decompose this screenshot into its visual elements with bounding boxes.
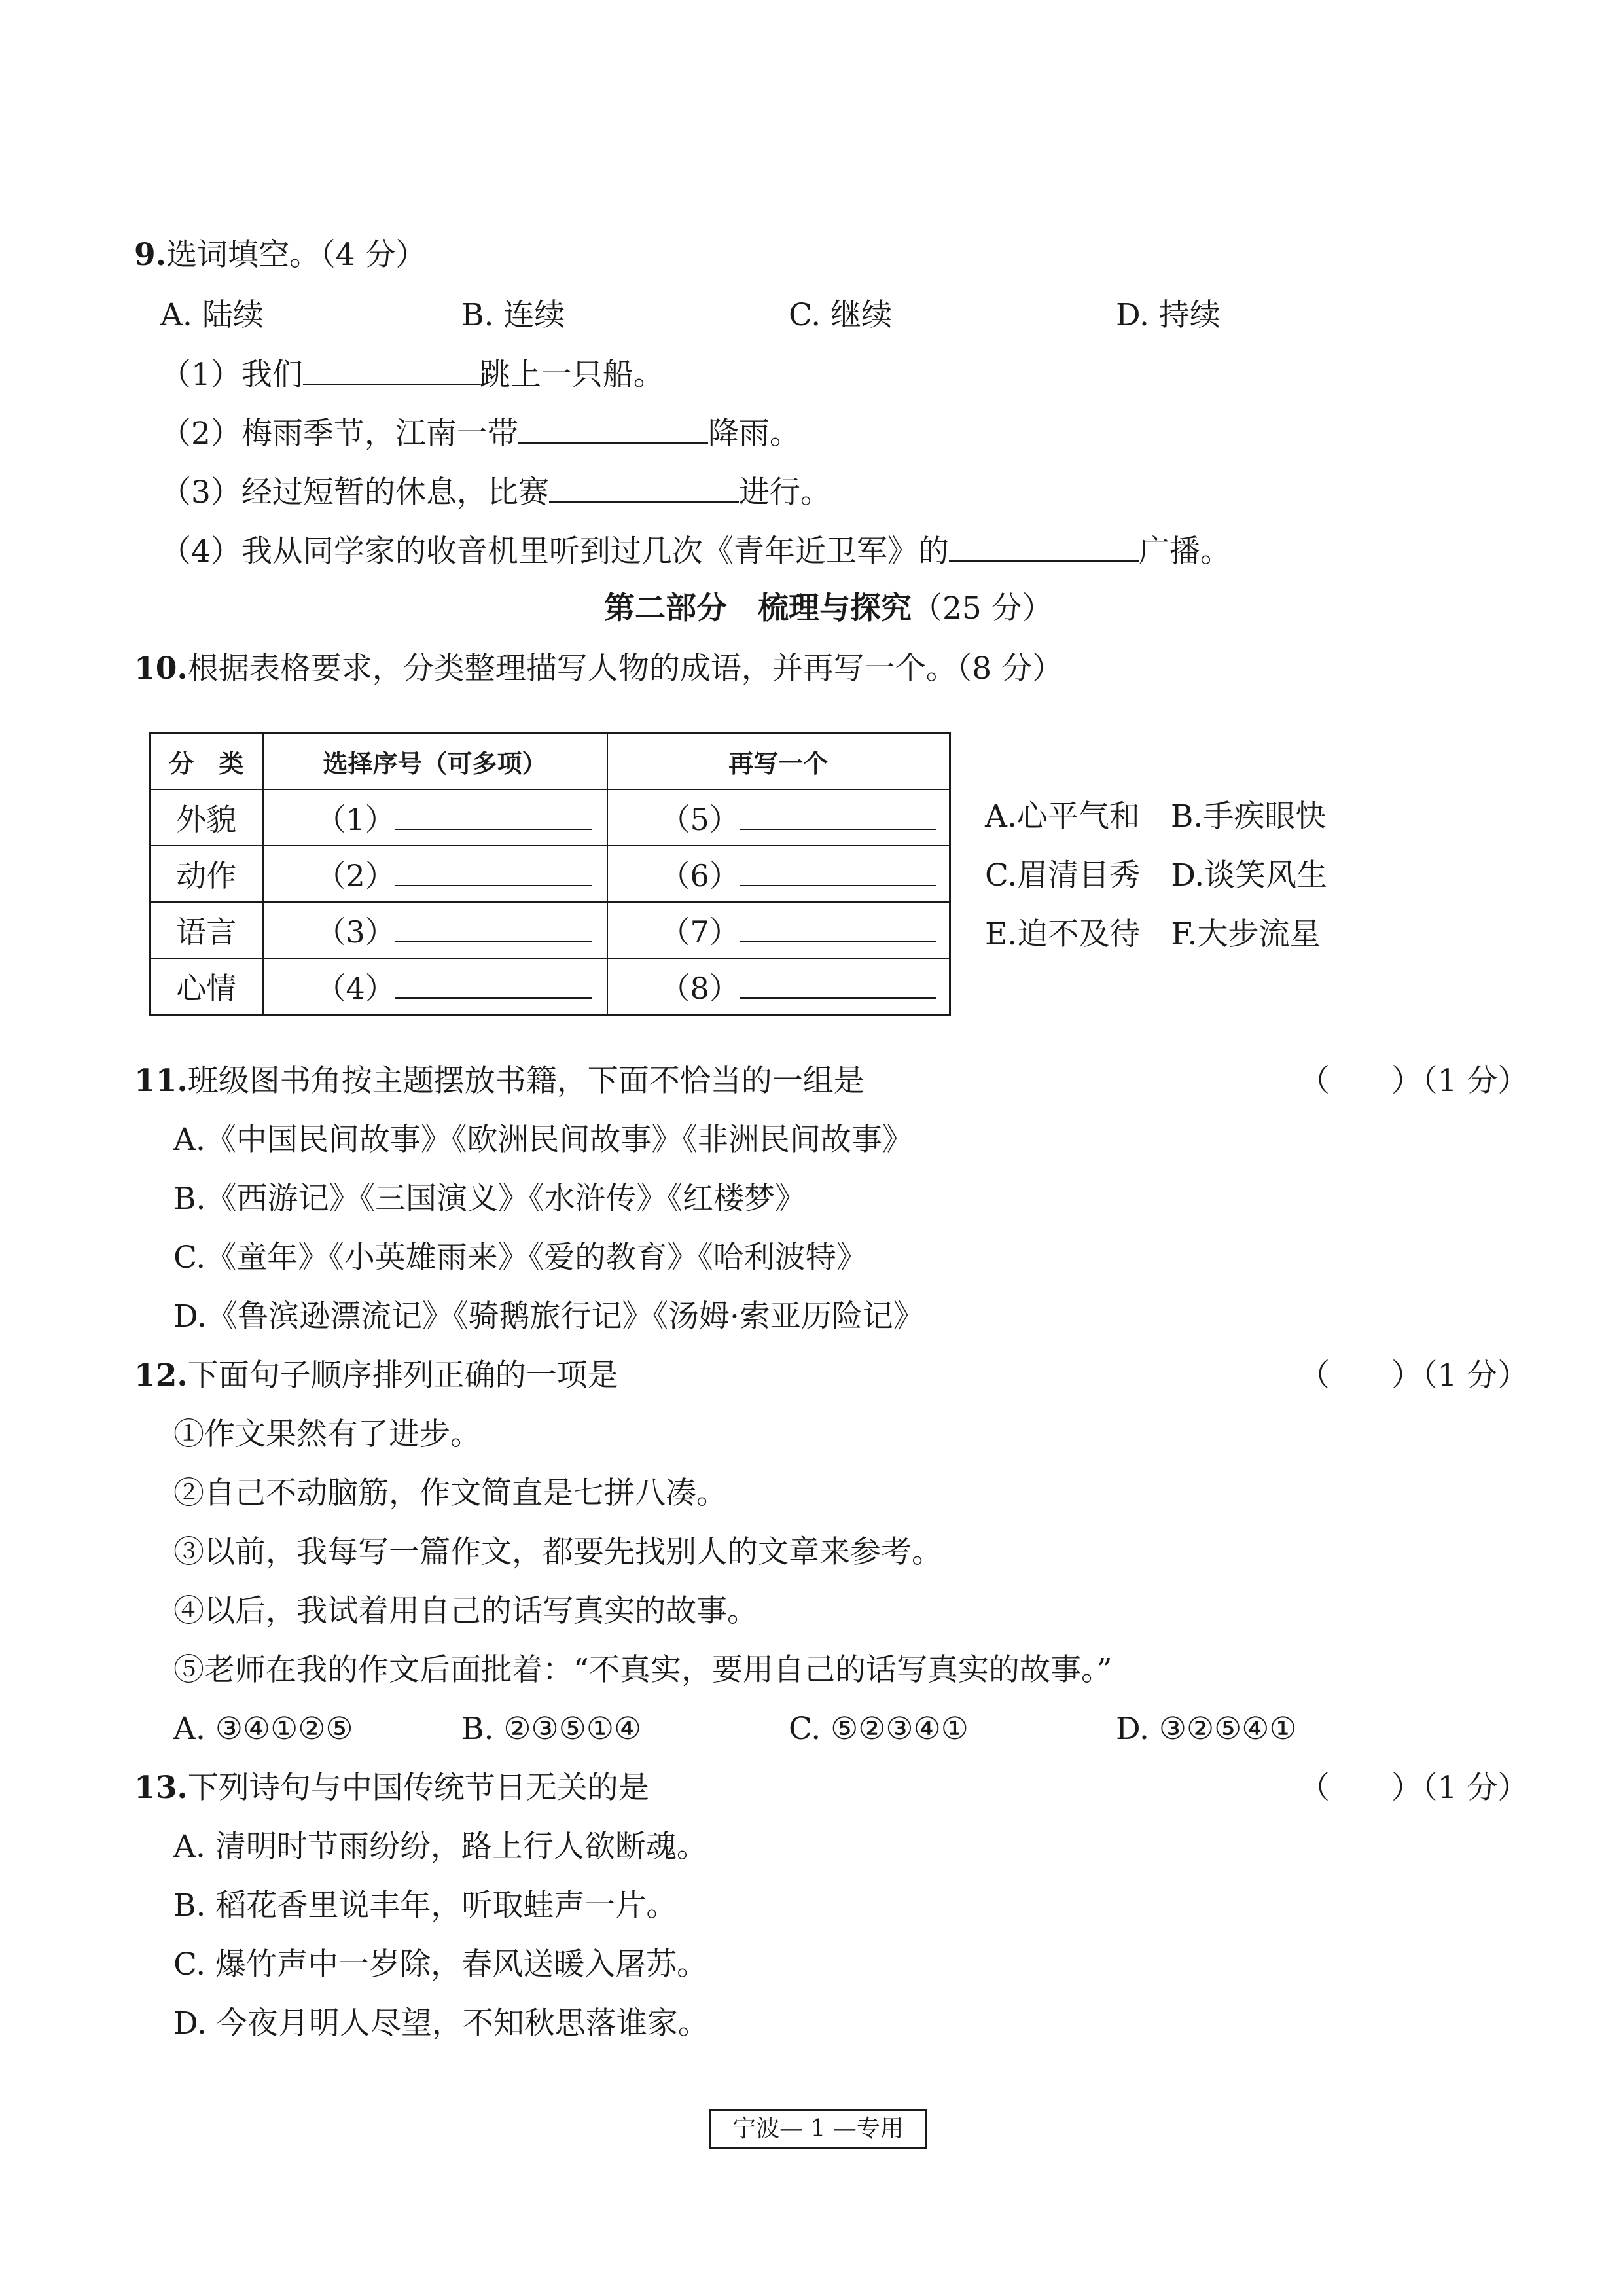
q12-sentence-5: ⑤老师在我的作文后面批着：“不真实，要用自己的话写真实的故事。” [173, 1652, 1113, 1688]
q10-title [134, 649, 1063, 689]
table-row [150, 846, 950, 902]
q13-answer-bracket[interactable]: （ ）（1 分） [1299, 1770, 1529, 1806]
q9-item-4 [160, 531, 1231, 571]
q9-item-3 [160, 473, 831, 512]
q12-option-b: B. ②③⑤①④ [461, 1711, 642, 1747]
q10-slot-3-label: （3） [315, 914, 395, 950]
q13-number: 13. [134, 1770, 188, 1806]
q12-option-a: A. ③④①②⑤ [173, 1711, 353, 1747]
q10-row-1-choice[interactable] [263, 789, 607, 846]
section-2-heading [604, 589, 1053, 628]
q9-option-a: A. 陆续 [160, 297, 264, 333]
q13-option-d: D. 今夜月明人尽望，不知秋思落谁家。 [173, 2005, 709, 2041]
q13-option-b: B. 稻花香里说丰年，听取蛙声一片。 [173, 1888, 677, 1924]
q11-number: 11. [134, 1063, 188, 1099]
q11-option-b: B.《西游记》《三国演义》《水浒传》《红楼梦》 [173, 1181, 806, 1217]
q10-slot-2-label: （2） [315, 858, 395, 893]
table-row [150, 958, 950, 1015]
q10-slot-6-label: （6） [660, 858, 740, 893]
q10-slot-8-label: （8） [660, 971, 740, 1006]
page-footer: 宁波— 1 —专用 [709, 2109, 927, 2149]
q9-number: 9. [134, 237, 167, 273]
q9-item-2-pre: （2）梅雨季节，江南一带 [160, 416, 518, 452]
q13-title-text: 下列诗句与中国传统节日无关的是 [187, 1770, 649, 1806]
q12-title-text: 下面句子顺序排列正确的一项是 [187, 1357, 618, 1393]
q11-title-text: 班级图书角按主题摆放书籍，下面不恰当的一组是 [187, 1063, 865, 1099]
q9-item-4-blank[interactable] [949, 531, 1139, 562]
q10-choices-3: E.迫不及待 F.大步流星 [985, 916, 1321, 952]
q9-item-2 [160, 414, 800, 454]
q10-row-1-category: 外貌 [150, 789, 263, 846]
q11-option-d: D.《鲁滨逊漂流记》《骑鹅旅行记》《汤姆·索亚历险记》 [173, 1299, 924, 1335]
q11-option-c: C.《童年》《小英雄雨来》《爱的教育》《哈利波特》 [173, 1240, 867, 1276]
q10-slot-2-blank[interactable] [395, 857, 592, 886]
q12-sentence-1: ①作文果然有了进步。 [173, 1416, 481, 1452]
q10-title-text: 根据表格要求，分类整理描写人物的成语，并再写一个。（8 分） [187, 651, 1063, 687]
q12-number: 12. [134, 1357, 188, 1393]
q12-sentence-3: ③以前，我每写一篇作文，都要先找别人的文章来参考。 [173, 1534, 942, 1570]
q9-title-text: 选词填空。（4 分） [166, 237, 427, 273]
q12-answer-bracket[interactable]: （ ）（1 分） [1299, 1357, 1529, 1393]
q9-item-2-blank[interactable] [518, 414, 708, 444]
q13-title [134, 1768, 649, 1808]
q10-slot-1-label: （1） [315, 802, 395, 837]
q9-item-4-post: 广播。 [1138, 533, 1231, 569]
q9-option-c: C. 继续 [789, 297, 893, 333]
q10-slot-7-blank[interactable] [740, 914, 936, 942]
q10-slot-7-label: （7） [660, 914, 740, 950]
q10-slot-4-label: （4） [315, 971, 395, 1006]
q12-title [134, 1356, 618, 1395]
table-row [150, 789, 950, 846]
q9-option-b: B. 连续 [461, 297, 565, 333]
table-row [150, 902, 950, 958]
q10-row-3-choice[interactable] [263, 902, 607, 958]
q13-option-a: A. 清明时节雨纷纷，路上行人欲断魂。 [173, 1829, 707, 1865]
q10-slot-3-blank[interactable] [395, 914, 592, 942]
q10-slot-6-blank[interactable] [740, 857, 936, 886]
q12-option-c: C. ⑤②③④① [789, 1711, 969, 1747]
q10-table-header [150, 733, 950, 790]
q10-number: 10. [134, 651, 188, 687]
q11-answer-bracket[interactable]: （ ）（1 分） [1299, 1063, 1529, 1099]
q10-row-2-write[interactable] [607, 846, 950, 902]
q9-item-1-post: 跳上一只船。 [479, 357, 664, 393]
q12-option-d: D. ③②⑤④① [1116, 1711, 1297, 1747]
q10-row-4-write[interactable] [607, 958, 950, 1015]
q9-item-2-post: 降雨。 [707, 416, 800, 452]
q13-option-c: C. 爆竹声中一岁除，春风送暖入屠苏。 [173, 1946, 708, 1982]
q10-table [149, 732, 951, 1016]
q9-item-1 [160, 355, 664, 395]
q10-slot-4-blank[interactable] [395, 970, 592, 999]
q9-item-3-blank[interactable] [549, 473, 739, 503]
q10-header-choice: 选择序号（可多项） [263, 733, 607, 790]
q9-item-1-pre: （1）我们 [160, 357, 303, 393]
q11-title [134, 1062, 865, 1101]
q12-sentence-2: ②自己不动脑筋，作文简直是七拼八凑。 [173, 1475, 727, 1511]
q9-item-4-pre: （4）我从同学家的收音机里听到过几次《青年近卫军》的 [160, 533, 949, 569]
q11-option-a: A.《中国民间故事》《欧洲民间故事》《非洲民间故事》 [173, 1122, 913, 1158]
q9-item-3-pre: （3）经过短暂的休息，比赛 [160, 475, 549, 511]
q9-item-1-blank[interactable] [303, 355, 480, 385]
q10-slot-5-blank[interactable] [740, 801, 936, 830]
q10-row-1-write[interactable] [607, 789, 950, 846]
q10-slot-8-blank[interactable] [740, 970, 936, 999]
section-2-points: （25 分） [912, 590, 1053, 626]
q10-header-write: 再写一个 [607, 733, 950, 790]
q10-row-3-category: 语言 [150, 902, 263, 958]
q10-choices-2: C.眉清目秀 D.谈笑风生 [985, 857, 1328, 893]
q10-row-4-choice[interactable] [263, 958, 607, 1015]
q12-sentence-4: ④以后，我试着用自己的话写真实的故事。 [173, 1593, 758, 1629]
section-2-title: 第二部分 梳理与探究 [604, 590, 912, 626]
q10-row-2-category: 动作 [150, 846, 263, 902]
q10-slot-5-label: （5） [660, 802, 740, 837]
q10-row-2-choice[interactable] [263, 846, 607, 902]
q10-row-3-write[interactable] [607, 902, 950, 958]
q10-row-4-category: 心情 [150, 958, 263, 1015]
q10-header-category: 分 类 [150, 733, 263, 790]
q9-item-3-post: 进行。 [738, 475, 831, 511]
q10-slot-1-blank[interactable] [395, 801, 592, 830]
q9-title [134, 236, 426, 275]
q10-choices-1: A.心平气和 B.手疾眼快 [985, 798, 1327, 834]
q9-option-d: D. 持续 [1116, 297, 1221, 333]
